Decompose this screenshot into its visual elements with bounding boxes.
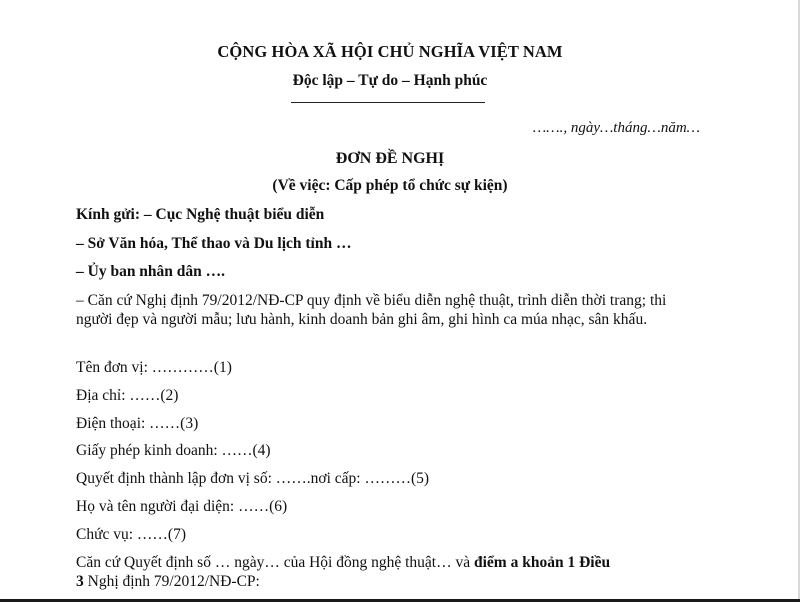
date-line: ……., ngày…tháng…năm…	[532, 120, 700, 136]
final-paragraph-bold-2: 3	[76, 573, 84, 590]
motto-underline	[291, 102, 485, 103]
final-paragraph-text-2: Nghị định 79/2012/NĐ-CP:	[83, 573, 260, 590]
motto: Độc lập – Tự do – Hạnh phúc	[292, 72, 488, 89]
field-representative-name: Họ và tên người đại diện: ……(6)	[76, 498, 288, 515]
field-phone: Điện thoại: ……(3)	[76, 415, 199, 432]
recipient-line-3: – Ủy ban nhân dân ….	[76, 263, 226, 280]
field-business-license: Giấy phép kinh doanh: ……(4)	[76, 442, 271, 459]
national-title: CỘNG HÒA XÃ HỘI CHỦ NGHĨA VIỆT NAM	[217, 42, 563, 61]
recipient-line-1: Kính gửi: – Cục Nghệ thuật biểu diễn	[76, 206, 325, 223]
recipient-line-2: – Sở Văn hóa, Thể thao và Du lịch tỉnh …	[76, 235, 352, 252]
final-paragraph-line-2	[76, 572, 716, 591]
field-address: Địa chỉ: ……(2)	[76, 387, 179, 404]
final-paragraph-line-1	[76, 553, 716, 572]
final-paragraph-text-1: Căn cứ Quyết định số … ngày… của Hội đồng nghệ thuật… và	[76, 554, 474, 571]
document-subtitle: (Về việc: Cấp phép tổ chức sự kiện)	[272, 177, 508, 194]
field-establishment-decision: Quyết định thành lập đơn vị số: …….nơi cấp: ………(5)	[76, 470, 430, 487]
document-title: ĐƠN ĐỀ NGHỊ	[335, 150, 445, 167]
field-position: Chức vụ: ……(7)	[76, 526, 186, 543]
field-unit-name: Tên đơn vị: …………(1)	[76, 359, 232, 376]
final-paragraph-bold-1: điểm a khoản 1 Điều	[473, 554, 611, 571]
basis-paragraph: – Căn cứ Nghị định 79/2012/NĐ-CP quy định về biểu diễn nghệ thuật, trình diễn thời trang; thi người đẹp và người mẫu; lưu hành, kinh doanh bản ghi âm, ghi hình ca múa nhạc, sân khấu.	[76, 292, 667, 328]
